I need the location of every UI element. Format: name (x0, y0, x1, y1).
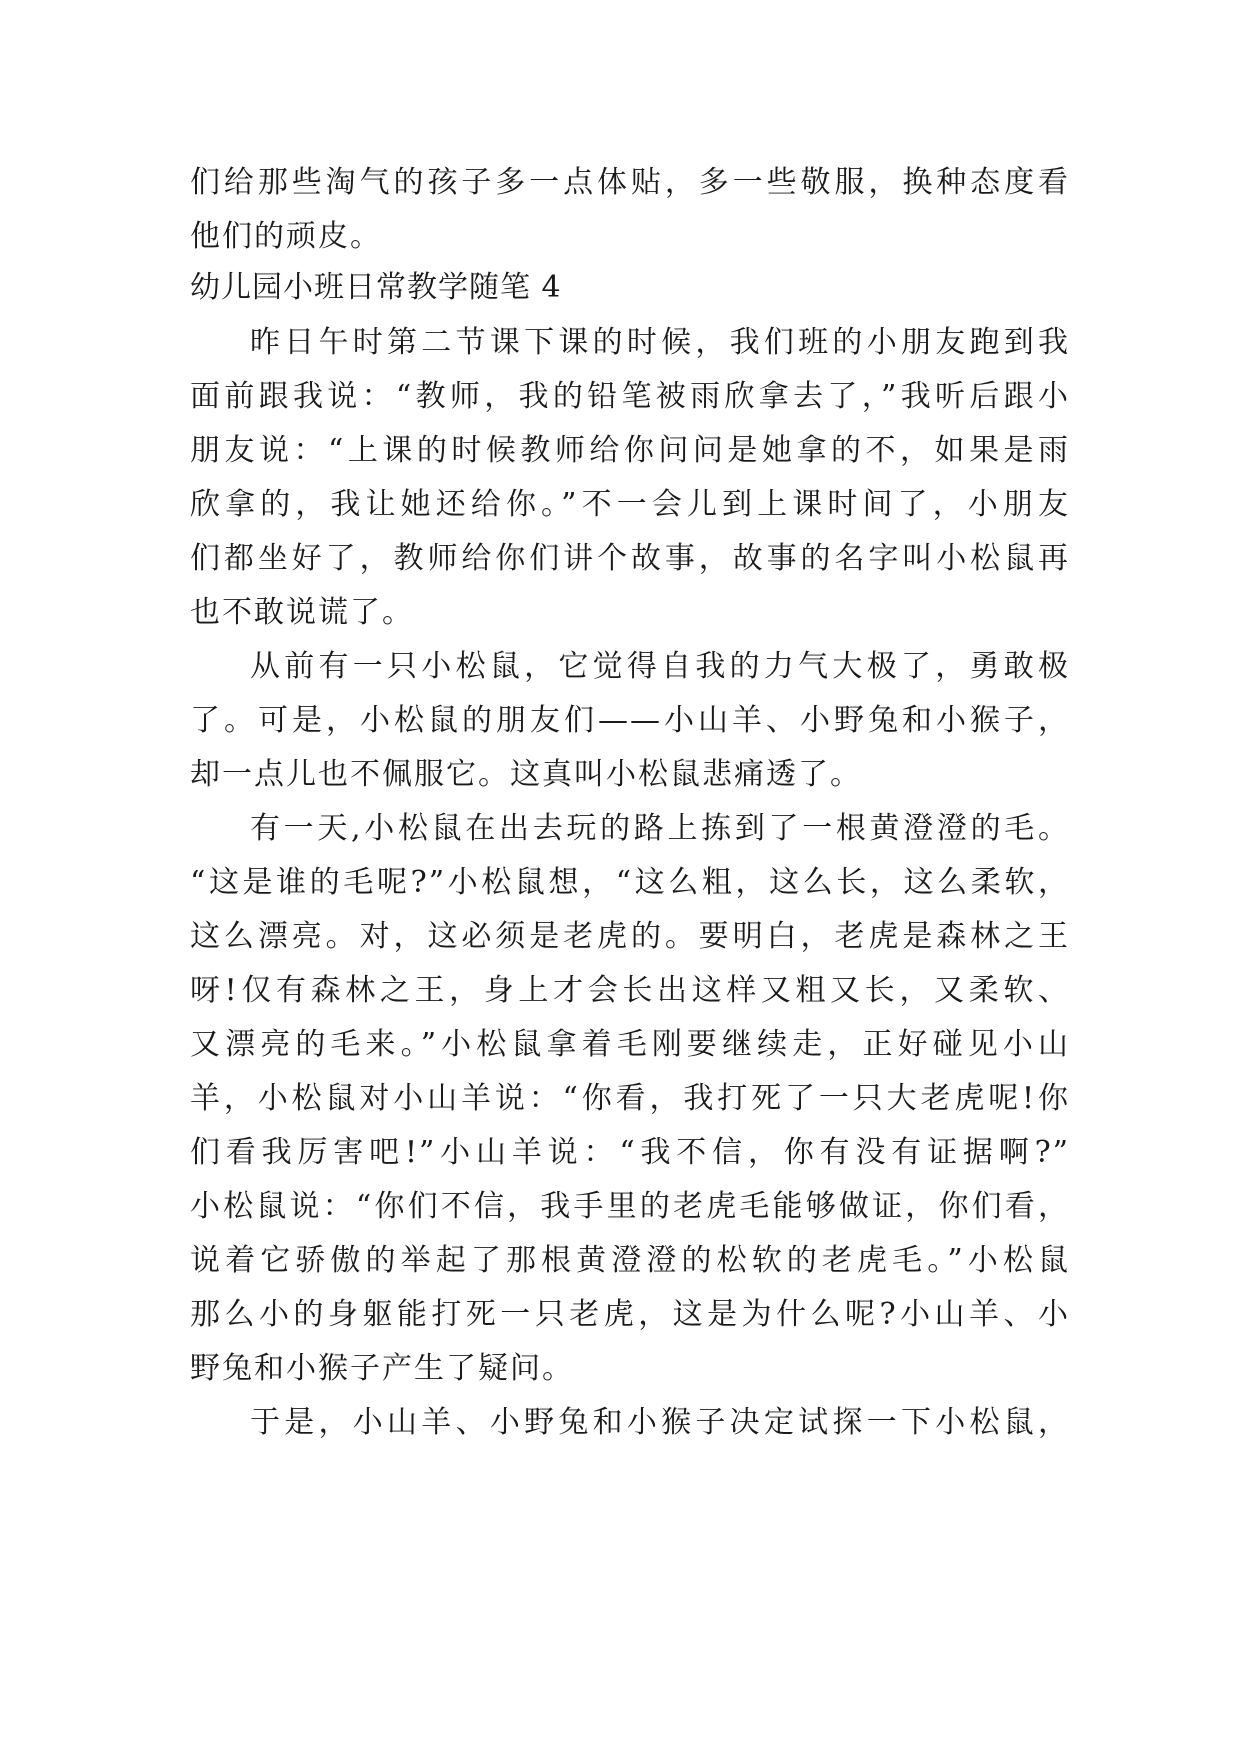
text-line: 欣拿的，我让她还给你。”不一会儿到上课时间了，小朋友 (190, 487, 1070, 522)
text-line: 有一天,小松鼠在出去玩的路上拣到了一根黄澄澄的毛。 (250, 811, 1070, 846)
text-line: 从前有一只小松鼠，它觉得自我的力气大极了，勇敢极 (250, 649, 1070, 684)
text-line: “这是谁的毛呢?”小松鼠想，“这么粗，这么长，这么柔软， (190, 865, 1070, 900)
text-line: 们看我厉害吧!”小山羊说：“我不信，你有没有证据啊?” (190, 1135, 1070, 1170)
text-line: 说着它骄傲的举起了那根黄澄澄的松软的老虎毛。”小松鼠 (190, 1243, 1070, 1278)
text-line: 呀!仅有森林之王，身上才会长出这样又粗又长，又柔软、 (190, 973, 1070, 1008)
text-line: 了。可是，小松鼠的朋友们——小山羊、小野兔和小猴子， (190, 703, 1070, 738)
text-line: 他们的顽皮。 (190, 219, 382, 254)
text-line: 也不敢说谎了。 (190, 595, 414, 630)
text-line: 羊，小松鼠对小山羊说：“你看，我打死了一只大老虎呢!你 (190, 1081, 1070, 1116)
text-line: 又漂亮的毛来。”小松鼠拿着毛刚要继续走，正好碰见小山 (190, 1027, 1070, 1062)
text-line: 们给那些淘气的孩子多一点体贴，多一些敬服，换种态度看 (190, 165, 1070, 200)
text-line: 朋友说：“上课的时候教师给你问问是她拿的不，如果是雨 (190, 433, 1070, 468)
text-line: 昨日午时第二节课下课的时候，我们班的小朋友跑到我 (250, 325, 1070, 360)
text-line: 却一点儿也不佩服它。这真叫小松鼠悲痛透了。 (190, 757, 862, 792)
text-line: 这么漂亮。对，这必须是老虎的。要明白，老虎是森林之王 (190, 919, 1070, 954)
text-line: 野兔和小猴子产生了疑问。 (190, 1351, 574, 1386)
text-line: 于是，小山羊、小野兔和小猴子决定试探一下小松鼠， (250, 1405, 1070, 1440)
text-line: 那么小的身躯能打死一只老虎，这是为什么呢?小山羊、小 (190, 1297, 1070, 1332)
text-line: 们都坐好了，教师给你们讲个故事，故事的名字叫小松鼠再 (190, 541, 1070, 576)
text-line: 小松鼠说：“你们不信，我手里的老虎毛能够做证，你们看， (190, 1189, 1070, 1224)
text-line: 面前跟我说：“教师，我的铅笔被雨欣拿去了，”我听后跟小 (190, 379, 1070, 414)
section-heading: 幼儿园小班日常教学随笔 4 (190, 270, 562, 305)
